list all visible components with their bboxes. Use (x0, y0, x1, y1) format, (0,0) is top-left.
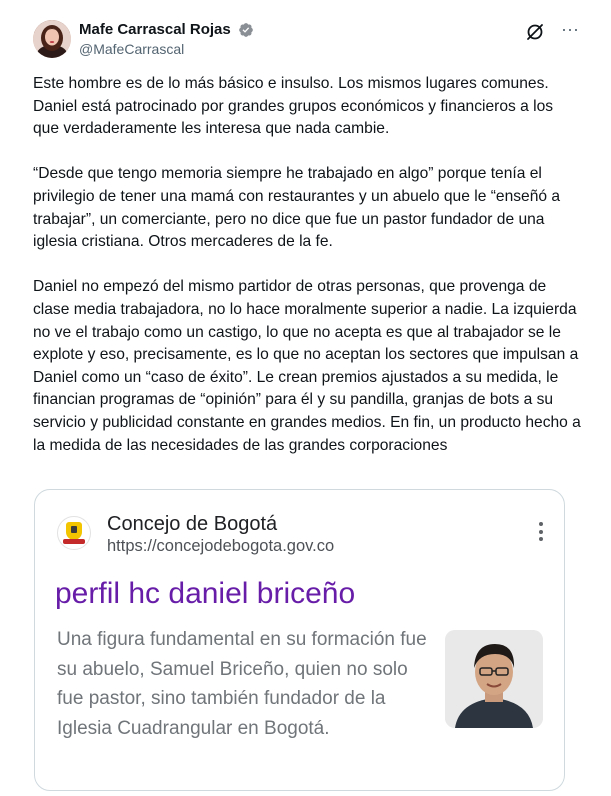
author-names (79, 20, 254, 58)
avatar[interactable] (33, 20, 71, 58)
person-photo (445, 630, 543, 728)
tweet-header (33, 18, 583, 60)
verified-badge-icon (238, 22, 254, 38)
kebab-menu-icon (538, 522, 544, 544)
site-name: Concejo de Bogotá (107, 513, 278, 535)
display-name[interactable]: Mafe Carrascal Rojas (79, 21, 231, 38)
grok-icon[interactable] (525, 22, 545, 42)
person-photo-icon (445, 630, 543, 728)
tweet-text (33, 73, 581, 480)
concejo-shield-icon (57, 516, 91, 550)
tweet-paragraph-2: “Desde que tengo memoria siempre he trabajado en algo” porque tenía el privilegio de tener una mamá con restaurantes y un abuelo que le “enseñó a trabajar”, un comerciante, pero no dice que fue un pastor fundador de una iglesia cristiana. Otros mercaderes de la fe. (33, 165, 561, 251)
avatar-photo-icon (33, 20, 71, 58)
site-url: https://concejodebogota.gov.co (107, 537, 335, 555)
result-title: perfil hc daniel briceño (55, 577, 356, 610)
more-icon[interactable]: ··· (561, 19, 579, 39)
attached-image-card[interactable] (34, 489, 565, 791)
tweet-paragraph-3: Daniel no empezó del mismo partidor de otras personas, que provenga de clase media trabajadora, no lo hace moralmente superior a nadie. La izquierda no ve el trabajo como un castigo, lo que no acepta es que al trabajador se le explote y eso, precisamente, es lo que no aceptan los sectores que impulsan a Daniel como un “caso de éxito”. Le crean premios ajustados a su medida, le financian programas de “opinión” para él y su pandilla, granjas de bots a su servicio y publicidad constante en grandes medios. En fin, un producto hecho a la medida de las necesidades de las grandes corporaciones (33, 278, 581, 454)
tweet-paragraph-1: Este hombre es de lo más básico e insulso. Los mismos lugares comunes. Daniel está patrocinado por grandes grupos económicos y financieros a los que verdaderamente les interesa que nada cambie. (33, 75, 554, 138)
result-snippet: Una figura fundamental en su formación fue su abuelo, Samuel Briceño, quien no solo fue pastor, sino también fundador de la Iglesia Cuadrangular en Bogotá. (57, 629, 427, 739)
handle[interactable]: @MafeCarrascal (79, 41, 185, 57)
